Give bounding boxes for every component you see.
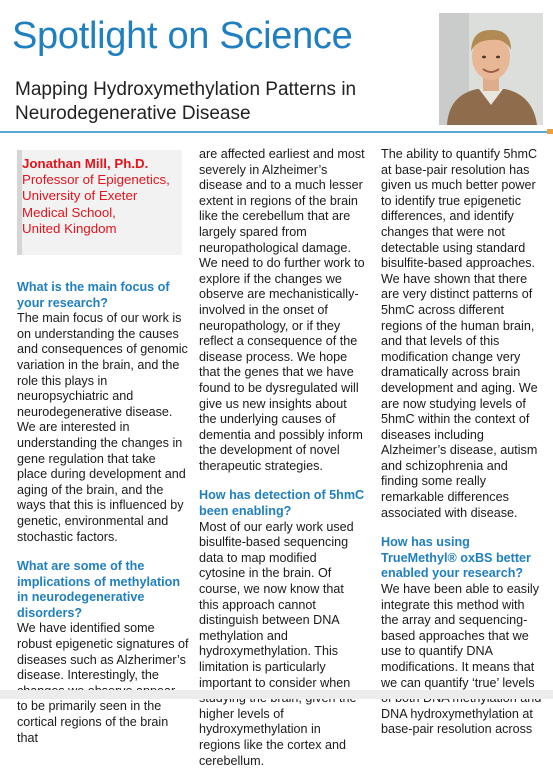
header-divider <box>0 131 553 133</box>
column-2 <box>199 147 365 769</box>
bottom-band <box>0 690 553 699</box>
author-affiliation-line-1: University of Exeter <box>22 188 138 204</box>
author-name: Jonathan Mill, Ph.D. <box>22 156 149 171</box>
author-bio-box <box>17 150 182 255</box>
author-country: United Kingdom <box>22 220 117 236</box>
answer-paragraph: The main focus of our work is on understanding the causes and consequences of genomic variation in the brain, and the role this plays in neuropsychiatric and neurodegenerative disease. We are interested in understanding the changes in gene regulation that take place during development and aging of the brain, and the ways that this is influenced by genetic, environmental and stochastic factors. <box>17 311 188 544</box>
column-1 <box>17 280 189 746</box>
answer-paragraph: Most of our early work used bisulfite-based sequencing data to map modified cytosine in the brain. Of course, we now know that this approach cannot distinguish between DNA methylation and hydroxymethylation. This limitation is particularly important to consider when higher levels of hydroxymethylation in regions like the cortex and cerebellum. <box>199 519 354 768</box>
answer-paragraph: The ability to quantify 5hmC at base-pair resolution has given us much better power to identify true epigenetic differences, and identify changes that were not detectable using standard bisulfite-based approaches. We have shown that there are very distinct patterns of 5hmC across different regions of the human brain, and that levels of this modification change very dramatically across brain development and aging. We are now studying levels of 5hmC within the context of diseases including Alzheimer’s disease, autism and schizophrenia and finding some really remarkable differences associated with disease. <box>381 147 538 520</box>
page-title: Spotlight on Science <box>12 15 353 57</box>
article-subtitle: Mapping Hydroxymethylation Patterns in Neurodegenerative Disease <box>15 79 357 124</box>
author-title: Professor of Epigenetics, <box>22 172 170 188</box>
answer-paragraph: We have been able to easily integrate this method with the array and sequencing-based approaches that we use to quantify DNA modifications. It means that we can quantify ‘true’ levels DNA hydroxymethylation at base-pair resolution across <box>381 582 539 737</box>
question-heading: What are some of the implications of methylation in neurodegenerative disorders? <box>17 559 181 620</box>
question-heading: What is the main focus of your research? <box>17 280 170 310</box>
question-heading: How has detection of 5hmC been enabling? <box>199 488 365 519</box>
portrait-image <box>439 13 543 125</box>
author-photo <box>439 13 543 125</box>
header-divider-accent <box>547 129 553 134</box>
answer-paragraph: We have identified some robust epigenetic signatures of diseases such as Alzherimer’s disease. Interestingly, the to be primarily seen in the cortical regions of the brain that <box>17 621 189 745</box>
column-3 <box>381 147 543 738</box>
answer-paragraph: are affected earliest and most severely in Alzheimer’s disease and to a much lesser extent in regions of the brain like the cerebellum that are largely spared from neuropathological damage. We need to do further work to explore if the changes we observe are mechanistically-involved in the onset of neuropathology, or if they reflect a consequence of the disease process. We hope that the genes that we have found to be dysregulated will give us new insights about the underlying causes of dementia and possibly inform the development of novel therapeutic strategies. <box>199 147 365 473</box>
author-affiliation-line-2: Medical School, <box>22 204 116 220</box>
question-heading: How has using TrueMethyl® oxBS better enabled your research? <box>381 535 531 581</box>
